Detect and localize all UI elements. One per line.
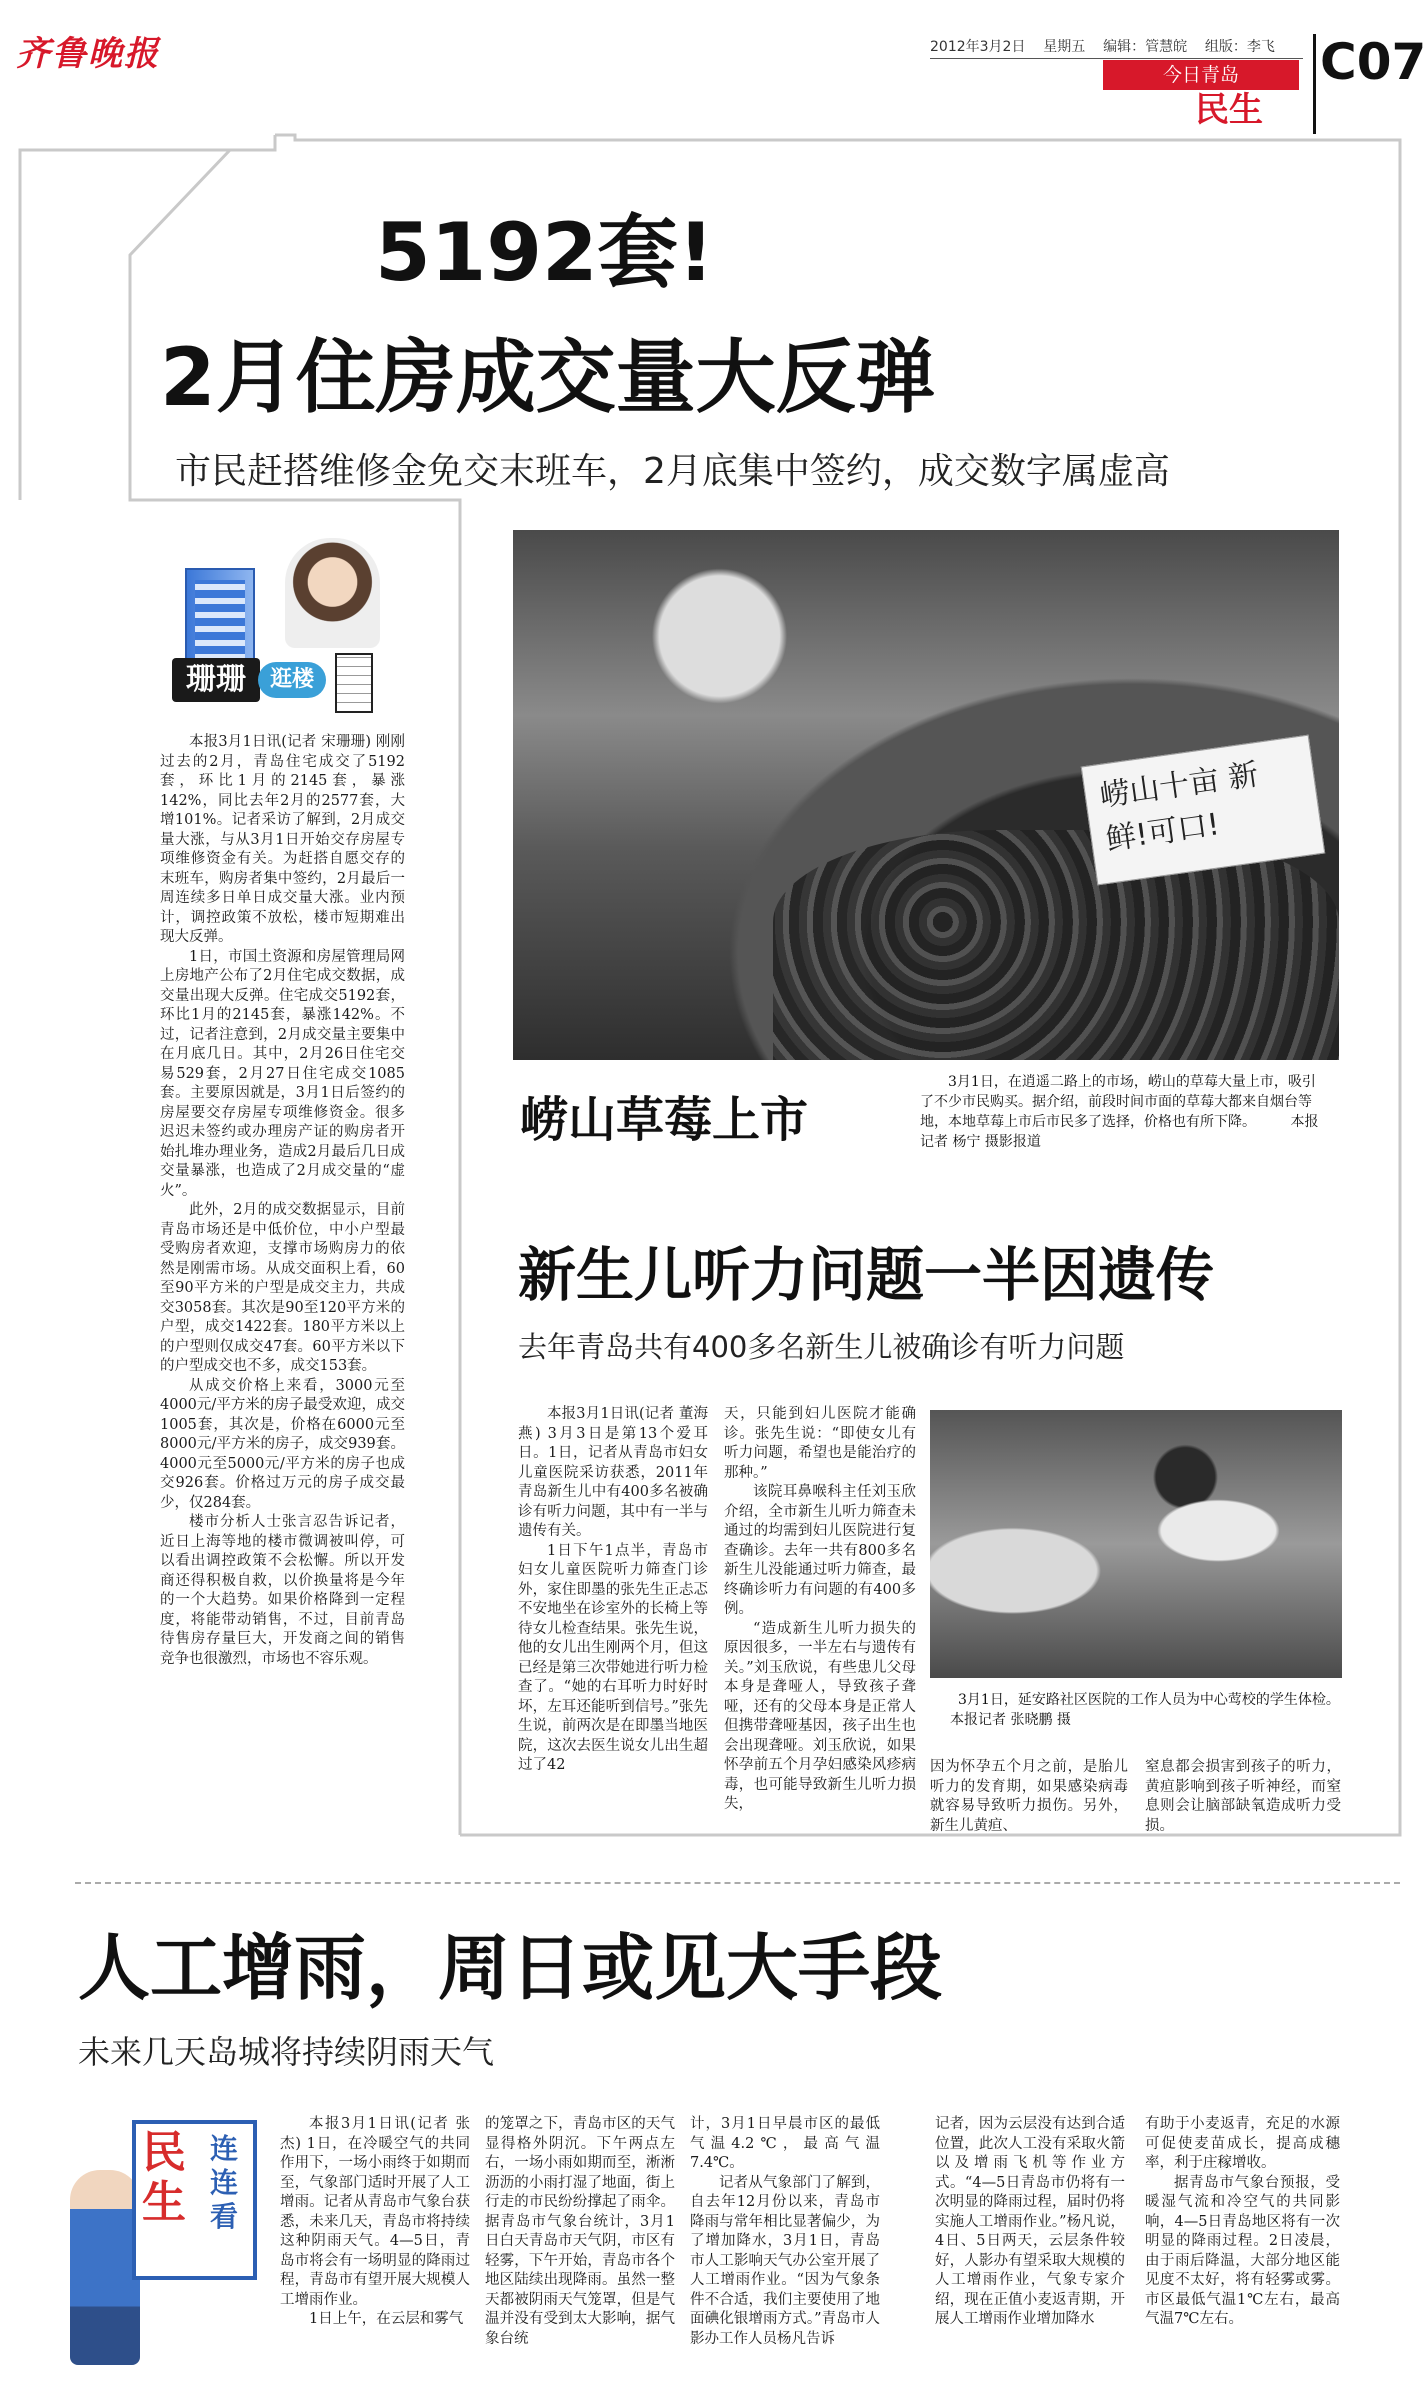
issue-weekday: 星期五 xyxy=(1043,39,1086,55)
housing-headline-1: 5192套! xyxy=(375,206,715,299)
rain-paragraph: 的笼罩之下，青岛市区的天气显得格外阴沉。下午两点左右，一场小雨如期而至，淅淅沥沥的小雨打湿了地面，街上行走的市民纷纷撑起了雨伞。据青岛市气象台统计，3月1日白天青岛市天气阴，市区有轻雾，下午开始，青岛市各个地区陆续出现降雨。虽然一整天都被阴雨天气笼罩，但是气温并没有受到太大影响，据气象台统 xyxy=(485,2116,675,2347)
rain-column-4 xyxy=(935,2115,1125,2390)
price-sign-text: 崂山十亩 新鲜!可口! xyxy=(1097,757,1261,858)
rain-paragraph: 1日上午，在云层和雾气 xyxy=(309,2311,464,2327)
strawberry-caption xyxy=(920,1072,1325,1164)
strawberry-photo-credit: 本报记者 杨宁 摄影报道 xyxy=(920,1114,1319,1150)
hearing-headline: 新生儿听力问题一半因遗传 xyxy=(518,1241,1215,1309)
section-tag-top: 今日青岛 xyxy=(1103,60,1299,90)
column-logo-text-a: 珊珊 xyxy=(172,658,260,702)
housing-paragraph: 本报3月1日讯(记者 宋珊珊) 刚刚过去的2月，青岛住宅成交了5192套，环比1月的2145套，暴涨142%，同比去年2月的2577套，大增101%。记者采访了解到，2月成交量大涨，与从3月1日开始交存房屋专项维修资金有关。为赶搭自愿交存的末班车，购房者集中签约，2月最后一周连续多日单日成交量大涨。业内预计，调控政策不放松，楼市短期难出现大反弹。 xyxy=(160,734,405,945)
hearing-column-4 xyxy=(1145,1758,1341,1834)
figure-illustration xyxy=(70,2170,140,2365)
hearing-paragraph: 本报3月1日讯(记者 董海燕) 3月3日是第13个爱耳日。1日，记者从青岛市妇女儿童医院采访获悉，2011年青岛新生儿中有400多名被确诊有听力问题，其中有一半与遗传有关。 xyxy=(518,1406,708,1539)
layout-credit: 组版：李飞 xyxy=(1204,39,1275,55)
strawberry-photo xyxy=(513,530,1339,1060)
housing-paragraph: 从成交价格上来看，3000元至4000元/平方米的房子最受欢迎，成交1005套，其次是，价格在6000元至8000元/平方米的房子，成交939套。4000元至5000元/平方米的房子也成交926套。价格过万元的房子成交最少，仅284套。 xyxy=(160,1377,405,1511)
hearing-paragraph: 窒息都会损害到孩子的听力，黄疸影响到孩子听神经，而窒息则会让脑部缺氧造成听力受损。 xyxy=(1145,1759,1341,1834)
strawberry-title: 崂山草莓上市 xyxy=(520,1092,809,1148)
housing-headline-2: 2月住房成交量大反弹 xyxy=(160,331,936,424)
section-tag-main: 民生 xyxy=(1195,90,1263,130)
price-sign xyxy=(1081,735,1325,886)
section-divider xyxy=(75,1882,1400,1884)
rain-subhead: 未来几天岛城将持续阴雨天气 xyxy=(78,2033,495,2071)
hearing-paragraph: 该院耳鼻喉科主任刘玉欣介绍，全市新生儿听力筛查未通过的均需到妇儿医院进行复查确诊。去年一共有800多名新生儿没能通过听力筛查，最终确诊听力有问题的有400多例。 xyxy=(724,1484,916,1617)
hearing-paragraph: 1日下午1点半，青岛市妇女儿童医院听力筛查门诊外，家住即墨的张先生正忐忑不安地坐在诊室外的长椅上等待女儿检查结果。张先生说，他的女儿出生刚两个月，但这已经是第三次带她进行听力检查了。“她的右耳听力时好时坏，左耳还能听到信号。”张先生说，前两次是在即墨当地医院，这次去医生说女儿出生超过了42 xyxy=(518,1542,708,1773)
rain-column-3 xyxy=(690,2115,880,2390)
housing-paragraph: 1日，市国土资源和房屋管理局网上房地产公布了2月住宅成交数据，成交量出现大反弹。住宅成交5192套，环比1月的2145套，暴涨142%。不过，记者注意到，2月成交量主要集中在月底几日。其中，2月26日住宅交易529套，2月27日住宅成交1085套。主要原因就是，3月1日后签约的房屋要交存房屋专项维修资金。很多迟迟未签约或办理房产证的购房者开始扎堆办理业务，造成2月最后几日成交量暴涨，也造成了2月成交量的“虚火”。 xyxy=(160,948,405,1199)
column-logo-text-b: 逛楼 xyxy=(258,662,326,698)
column-logo-text-b: 连连看 xyxy=(210,2132,239,2233)
column-logo-minsheng xyxy=(70,2110,270,2370)
housing-subhead: 市民赶搭维修金免交末班车，2月底集中签约，成交数字属虚高 xyxy=(175,451,1170,492)
hearing-column-1 xyxy=(518,1405,708,1817)
hearing-column-2 xyxy=(724,1405,916,1817)
masthead-logo: 齐鲁晚报 xyxy=(16,34,160,74)
rain-paragraph: 有助于小麦返青，充足的水源可促使麦苗成长，提高成穗率，利于庄稼增收。 xyxy=(1145,2116,1340,2171)
rain-paragraph: 记者从气象部门了解到，自去年12月份以来，青岛市降雨与常年相比显著偏少，为了增加降水，3月1日，青岛市人工影响天气办公室开展了人工增雨作业。“因为气象条件不合适，我们主要使用了地面碘化银增雨方式。”青岛市人影办工作人员杨凡告诉 xyxy=(690,2174,880,2347)
housing-article-body xyxy=(160,733,405,1815)
strawberry-pile xyxy=(773,830,1339,1060)
page-number: C07 xyxy=(1320,33,1426,91)
rain-paragraph: 记者，因为云层没有达到合适位置，此次人工没有采取火箭以及增雨飞机等作业方式。“4—5日青岛市仍将有一次明显的降雨过程，届时仍将实施人工增雨作业。”杨凡说，4日、5日两天，云层条件较好，人影办有望采取大规模的人工增雨作业，气象专家介绍，现在正值小麦返青期，开展人工增雨作业增加降水 xyxy=(935,2116,1125,2327)
hearing-caption xyxy=(930,1690,1340,1732)
hearing-paragraph: 因为怀孕五个月之前，是胎儿听力的发育期，如果感染病毒就容易导致听力损伤。另外，新生儿黄疸、 xyxy=(930,1759,1128,1834)
housing-paragraph: 此外，2月的成交数据显示，目前青岛市场还是中低价位，中小户型最受购房者欢迎，支撑市场购房力的依然是刚需市场。从成交面积上看，60至90平方米的户型是成交主力，共成交3058套。其次是90至120平方米的户型，成交1422套。180平方米以上的户型则仅成交47套。60平方米以下的户型成交也不多，成交153套。 xyxy=(160,1202,405,1374)
hearing-column-3 xyxy=(930,1758,1128,1834)
rain-headline: 人工增雨，周日或见大手段 xyxy=(78,1926,943,2010)
rain-column-1 xyxy=(280,2115,470,2390)
hearing-paragraph: 天，只能到妇儿医院才能确诊。张先生说：“即使女儿有听力问题，希望也是能治疗的那种。” xyxy=(724,1406,916,1481)
hearing-caption-text: 3月1日，延安路社区医院的工作人员为中心莺校的学生体检。 xyxy=(958,1692,1340,1708)
issue-date: 2012年3月2日 xyxy=(930,39,1026,55)
rain-paragraph: 本报3月1日讯(记者 张杰) 1日，在冷暖空气的共同作用下，一场小雨终于如期而至，气象部门适时开展了人工增雨。记者从青岛市气象台获悉，未来几天，青岛市将持续这种阴雨天气。4—5日，青岛市将会有一场明显的降雨过程，青岛市有望开展大规模人工增雨作业。 xyxy=(280,2116,470,2308)
hearing-subhead: 去年青岛共有400多名新生儿被确诊有听力问题 xyxy=(518,1330,1125,1364)
rain-paragraph: 据青岛市气象台预报，受暖湿气流和冷空气的共同影响，4—5日青岛地区将有一次明显的降雨过程。2日凌晨，由于雨后降温，大部分地区能见度不太好，将有轻雾或雾。市区最低气温1℃左右，最高气温7℃左右。 xyxy=(1145,2174,1340,2327)
housing-paragraph: 楼市分析人士张言忍告诉记者，近日上海等地的楼市微调被叫停，可以看出调控政策不会松懈。所以开发商还得积极自救，以价换量将是今年的一个大趋势。如果价格降到一定程度，将能带动销售，不过，目前青岛待售房存量巨大，开发商之间的销售竞争也很激烈，市场也不容乐观。 xyxy=(160,1514,405,1667)
column-logo-text-a: 民生 xyxy=(142,2127,186,2228)
rain-column-2 xyxy=(485,2115,675,2390)
reporter-portrait xyxy=(285,538,380,648)
rain-paragraph: 计，3月1日早晨市区的最低气温4.2℃，最高气温7.4℃。 xyxy=(690,2116,880,2171)
health-check-photo xyxy=(930,1410,1342,1678)
hearing-paragraph: “造成新生儿听力损失的原因很多，一半左右与遗传有关。”刘玉欣说，有些患儿父母本身是聋哑人，导致孩子聋哑，还有的父母本身是正常人但携带聋哑基因，孩子出生也会出现聋哑。刘玉欣说，如果怀孕前五个月孕妇感染风疹病毒，也可能导致新生儿听力损失， xyxy=(724,1620,916,1812)
rain-column-5 xyxy=(1145,2115,1340,2390)
editor-credit: 编辑：管慧皖 xyxy=(1103,39,1188,55)
notebook-icon xyxy=(335,653,373,713)
column-logo-shanshan xyxy=(160,538,390,718)
strawberry-caption-text: 3月1日，在逍遥二路上的市场，崂山的草莓大量上市，吸引了不少市民购买。据介绍，前段时间市面的草莓大都来自烟台等地，本地草莓上市后市民多了选择，价格也有所下降。 xyxy=(920,1074,1316,1130)
hearing-photo-credit: 本报记者 张晓鹏 摄 xyxy=(950,1712,1071,1728)
